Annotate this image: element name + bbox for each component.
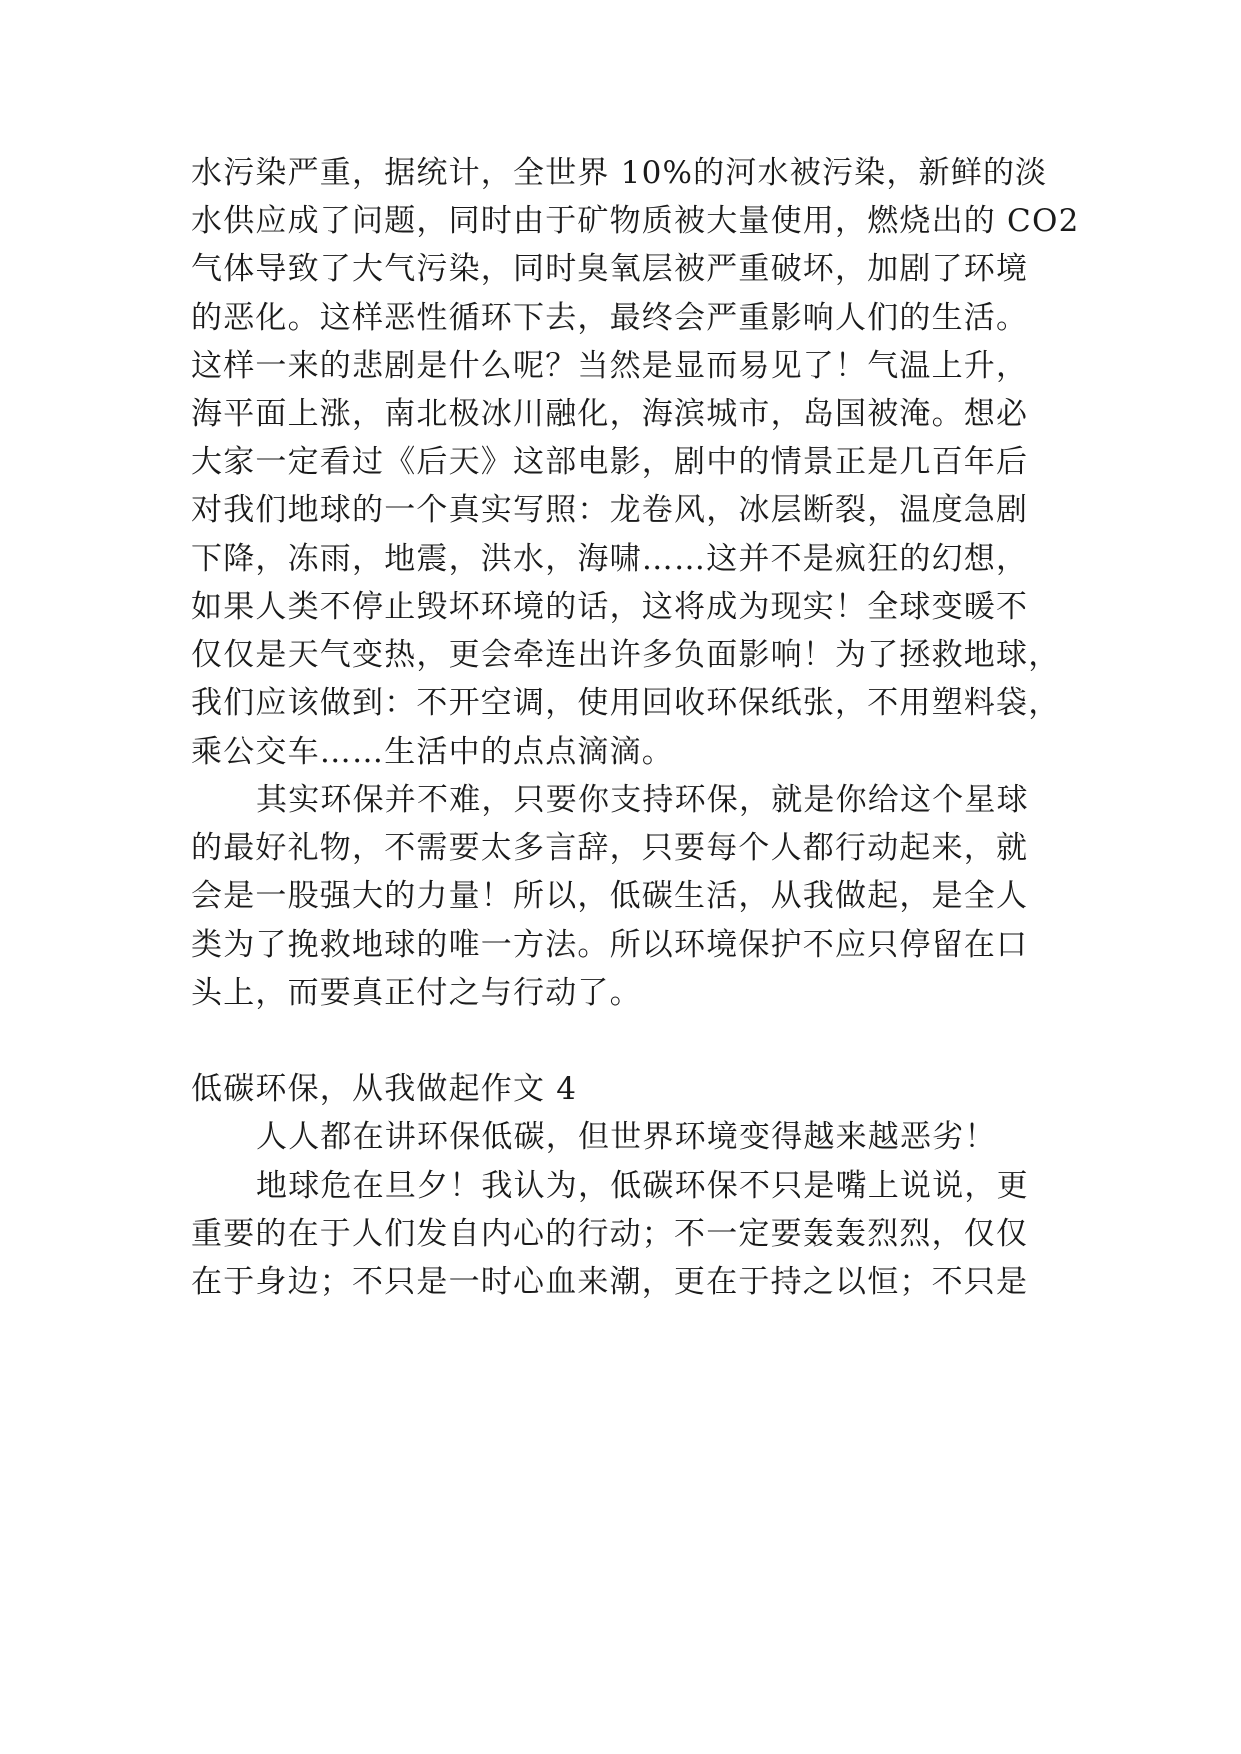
paragraph-line: 乘公交车……生活中的点点滴滴。 bbox=[191, 734, 674, 770]
paragraph-line: 水污染严重，据统计，全世界 10%的河水被污染，新鲜的淡 bbox=[191, 155, 1048, 191]
paragraph-line: 仅仅是天气变热，更会牵连出许多负面影响！为了拯救地球， bbox=[191, 637, 1061, 673]
section-heading: 低碳环保，从我做起作文 4 bbox=[191, 1071, 578, 1107]
paragraph-line: 大家一定看过《后天》这部电影，剧中的情景正是几百年后 bbox=[191, 444, 1029, 480]
paragraph-line: 重要的在于人们发自内心的行动；不一定要轰轰烈烈，仅仅 bbox=[191, 1216, 1029, 1252]
paragraph-line: 的最好礼物，不需要太多言辞，只要每个人都行动起来，就 bbox=[191, 830, 1029, 866]
paragraph-line: 地球危在旦夕！我认为，低碳环保不只是嘴上说说，更 bbox=[256, 1168, 1029, 1204]
paragraph-line: 会是一股强大的力量！所以，低碳生活，从我做起，是全人 bbox=[191, 878, 1029, 914]
paragraph-line: 水供应成了问题，同时由于矿物质被大量使用，燃烧出的 CO2 bbox=[191, 203, 1080, 239]
paragraph-line: 如果人类不停止毁坏环境的话，这将成为现实！全球变暖不 bbox=[191, 589, 1029, 625]
paragraph-line: 这样一来的悲剧是什么呢？当然是显而易见了！气温上升， bbox=[191, 348, 1029, 384]
paragraph-line: 的恶化。这样恶性循环下去，最终会严重影响人们的生活。 bbox=[191, 300, 1029, 336]
paragraph-line: 人人都在讲环保低碳，但世界环境变得越来越恶劣！ bbox=[256, 1119, 997, 1155]
paragraph-line: 我们应该做到：不开空调，使用回收环保纸张，不用塑料袋， bbox=[191, 685, 1061, 721]
paragraph-line: 在于身边；不只是一时心血来潮，更在于持之以恒；不只是 bbox=[191, 1264, 1029, 1300]
paragraph-line: 气体导致了大气污染，同时臭氧层被严重破坏，加剧了环境 bbox=[191, 251, 1029, 287]
paragraph-line: 类为了挽救地球的唯一方法。所以环境保护不应只停留在口 bbox=[191, 927, 1029, 963]
paragraph-line: 对我们地球的一个真实写照：龙卷风，冰层断裂，温度急剧 bbox=[191, 492, 1029, 528]
paragraph-line: 头上，而要真正付之与行动了。 bbox=[191, 975, 642, 1011]
paragraph-line: 海平面上涨，南北极冰川融化，海滨城市，岛国被淹。想必 bbox=[191, 396, 1029, 432]
paragraph-line: 下降，冻雨，地震，洪水，海啸……这并不是疯狂的幻想， bbox=[191, 541, 1029, 577]
paragraph-line: 其实环保并不难，只要你支持环保，就是你给这个星球 bbox=[256, 782, 1029, 818]
